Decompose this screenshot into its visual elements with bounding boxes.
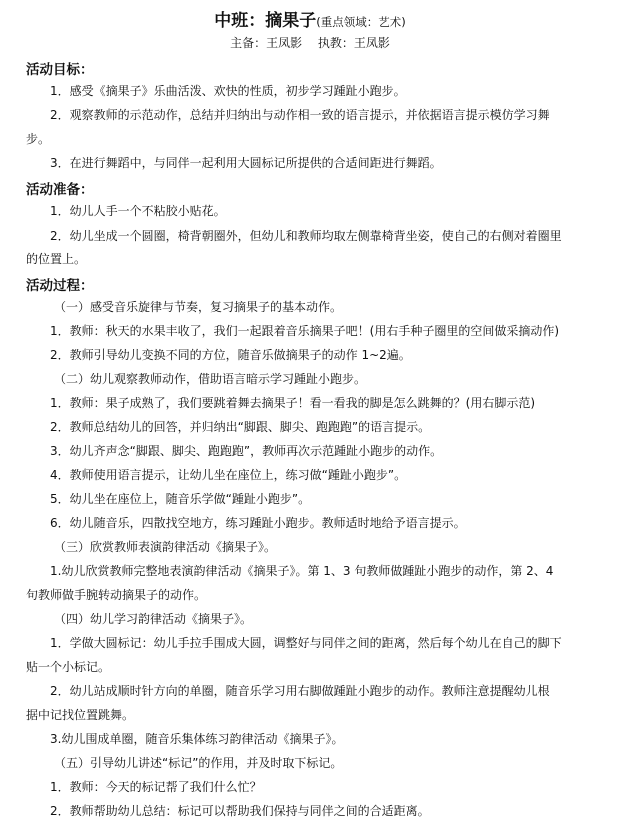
process-subheading: （五）引导幼儿讲述“标记”的作用，并及时取下标记。 xyxy=(54,756,343,770)
goal-item: 2．观察教师的示范动作，总结并归纳出与动作相一致的语言提示，并依据语言提示模仿学习舞 xyxy=(50,108,550,122)
process-step-continued: 贴一个小标记。 xyxy=(26,660,111,674)
process-step: 1.幼儿欣赏教师完整地表演韵律活动《摘果子》。第 1、3 句教师做踵趾小跑步的动作，第 2、4 xyxy=(50,564,554,578)
process-step: 6．幼儿随音乐，四散找空地方，练习踵趾小跑步。教师适时地给予语言提示。 xyxy=(50,516,466,530)
process-step: 1．教师：果子成熟了，我们要跳着舞去摘果子！看一看我的脚是怎么跳舞的？(用右脚示范) xyxy=(50,396,536,410)
process-step: 2．幼儿站成顺时针方向的单圈，随音乐学习用右脚做踵趾小跑步的动作。教师注意提醒幼儿根 xyxy=(50,684,550,698)
section-heading-goals: 活动目标： xyxy=(26,62,94,78)
teaching-author: 执教：王凤影 xyxy=(317,36,390,50)
process-step: 5．幼儿坐在座位上，随音乐学做“踵趾小跑步”。 xyxy=(50,492,311,506)
process-step: 2．教师引导幼儿变换不同的方位，随音乐做摘果子的动作 1~2遍。 xyxy=(50,348,411,362)
process-step-continued: 句教师做手腕转动摘果子的动作。 xyxy=(26,588,207,602)
process-subheading: （二）幼儿观察教师动作，借助语言暗示学习踵趾小跑步。 xyxy=(54,372,367,386)
lead-author: 主备：王凤影 xyxy=(230,36,303,50)
process-step-continued: 据中记找位置跳舞。 xyxy=(26,708,135,722)
process-step: 1．学做大圆标记：幼儿手拉手围成大圆，调整好与同伴之间的距离，然后每个幼儿在自己的脚下 xyxy=(50,636,562,650)
section-heading-preparation: 活动准备： xyxy=(26,182,94,198)
process-step: 2．教师帮助幼儿总结：标记可以帮助我们保持与同伴之间的合适距离。 xyxy=(50,804,430,818)
process-step: 1．教师：秋天的水果丰收了，我们一起跟着音乐摘果子吧！(用右手种子圈里的空间做采摘动作) xyxy=(50,324,560,338)
section-heading-process: 活动过程： xyxy=(26,278,94,294)
goal-item: 1．感受《摘果子》乐曲活泼、欢快的性质，初步学习踵趾小跑步。 xyxy=(50,84,406,98)
document-title xyxy=(0,6,620,31)
prep-item-continued: 的位置上。 xyxy=(26,252,87,266)
process-subheading: （一）感受音乐旋律与节奏，复习摘果子的基本动作。 xyxy=(54,300,343,314)
prep-item: 2．幼儿坐成一个圆圈，椅背朝圈外，但幼儿和教师均取左侧靠椅背坐姿，使自己的右侧对着圈里 xyxy=(50,229,562,243)
title-main: 中班：摘果子 xyxy=(214,11,317,31)
process-subheading: （三）欣赏教师表演韵律活动《摘果子》。 xyxy=(54,540,277,554)
goal-item-continued: 步。 xyxy=(26,132,51,146)
author-line xyxy=(0,34,620,51)
process-step: 1．教师：今天的标记帮了我们什么忙？ xyxy=(50,780,262,794)
goal-item: 3．在进行舞蹈中，与同伴一起利用大圆标记所提供的合适间距进行舞蹈。 xyxy=(50,156,442,170)
process-step: 2．教师总结幼儿的回答，并归纳出“脚跟、脚尖、跑跑跑”的语言提示。 xyxy=(50,420,431,434)
title-subtitle: (重点领域：艺术) xyxy=(316,15,406,29)
process-step: 4．教师使用语言提示，让幼儿坐在座位上，练习做“踵趾小跑步”。 xyxy=(50,468,407,482)
process-step: 3.幼儿围成单圈，随音乐集体练习韵律活动《摘果子》。 xyxy=(50,732,344,746)
process-step: 3．幼儿齐声念“脚跟、脚尖、跑跑跑”，教师再次示范踵趾小跑步的动作。 xyxy=(50,444,443,458)
prep-item: 1．幼儿人手一个不粘胶小贴花。 xyxy=(50,204,226,218)
process-subheading: （四）幼儿学习韵律活动《摘果子》。 xyxy=(54,612,253,626)
